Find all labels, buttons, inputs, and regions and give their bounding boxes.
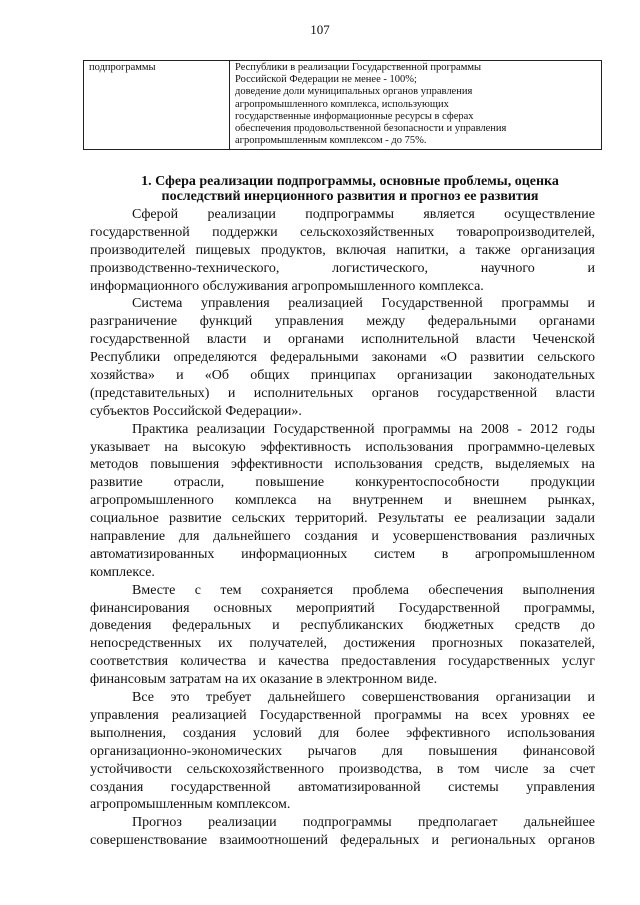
paragraph-line: агропромышленного комплекса на внутреннем и внешнем рынках, [90, 493, 595, 509]
paragraph-line: управления реализацией Государственной программы на всех уровнях ее [90, 707, 595, 723]
paragraph-line: организационно-экономических рычагов для повышения финансовой [90, 743, 595, 759]
paragraph-line: государственной власти и органами исполнительной власти Чеченской [90, 332, 595, 348]
paragraph-line: информационного обслуживания агропромышленного комплекса. [90, 278, 484, 294]
paragraph-line: Все это требует дальнейшего совершенствования организации и [132, 690, 595, 706]
paragraph-line: хозяйства» и «Об общих принципах организации законодательных [90, 368, 595, 384]
paragraph-line: финансирования основных мероприятий Государственной программы, [90, 600, 595, 616]
paragraph-line: непосредственных их получателей, достижения прогнозных показателей, [90, 636, 595, 652]
paragraph-line: государственной поддержки сельскохозяйственных товаропроизводителей, [90, 224, 595, 240]
table-line: агропромышленного комплекса, использующих [235, 98, 449, 110]
paragraph-line: Сферой реализации подпрограммы является осуществление [132, 207, 595, 222]
table-value-cell [230, 61, 602, 150]
section-title-line: последствий инерционного развития и прогноз ее развития [161, 189, 539, 204]
paragraph-line: методов повышения эффективности использования средств, выделяемых на [90, 457, 595, 473]
paragraph-line: автоматизированных информационных систем в агропромышленном [90, 546, 595, 562]
paragraph-line: производителей пищевых продуктов, включая напитки, а также организация [90, 242, 595, 258]
table-row [84, 61, 602, 150]
paragraph-line: развитие отрасли, повышение конкурентоспособности продукции [90, 475, 595, 491]
table-line: государственные информационные ресурсы в сферах [235, 110, 474, 122]
paragraph-line: Практика реализации Государственной программы на 2008 - 2012 годы [132, 421, 595, 437]
table-label-cell: подпрограммы [84, 61, 230, 150]
table-line: доведение доли муниципальных органов управления [235, 86, 473, 98]
paragraph-line: устойчивости сельскохозяйственного производства, в том числе за счет [90, 761, 595, 777]
paragraph-line: Вместе с тем сохраняется проблема обеспечения выполнения [132, 582, 595, 598]
paragraph-line: агропромышленным комплексом. [90, 797, 291, 813]
paragraph-line: совершенствование взаимоотношений федеральных и региональных органов [90, 833, 595, 849]
paragraph-line: социальное развитие сельских территорий. Результаты ее реализации задали [90, 511, 595, 527]
paragraph-line: Прогноз реализации подпрограммы предполагает дальнейшее [132, 815, 595, 831]
paragraph-line: указывает на высокую эффективность использования программно-целевых [90, 439, 595, 455]
table-line: агропромышленным комплексом - до 75%. [235, 135, 427, 147]
paragraph-line: (представительных) и исполнительных органов государственной власти [90, 385, 595, 401]
table-line: обеспечения продовольственной безопасности и управления [235, 123, 507, 135]
paragraph-line: направление для дальнейшего создания и усовершенствования различных [90, 529, 595, 545]
paragraph-line: производственно-технического, логистического, научного и [90, 260, 595, 276]
paragraph-line: выполнения, создания условий для более эффективного использования [90, 725, 595, 741]
passport-table [83, 60, 602, 150]
table-line: Российской Федерации не менее - 100%; [235, 74, 417, 86]
paragraph-line: финансовым затратам на их оказание в электронном виде. [90, 672, 438, 688]
paragraph-line: разграничение функций управления между федеральными органами [90, 314, 595, 330]
table-line: Республики в реализации Государственной программы [235, 62, 482, 73]
paragraph-line: комплексе. [90, 564, 155, 580]
paragraph-line: создания государственной автоматизированной системы управления [90, 779, 595, 795]
paragraph-line: Система управления реализацией Государственной программы и [132, 296, 595, 312]
paragraph-line: субъектов Российской Федерации». [90, 403, 302, 419]
section-title [90, 174, 610, 204]
paragraph-line: соответствия количества и качества предоставления государственных услуг [90, 654, 595, 670]
section-title-line: 1. Сфера реализации подпрограммы, основные проблемы, оценка [141, 174, 559, 189]
page-number: 107 [310, 22, 330, 37]
paragraph-line: доведения федеральных и республиканских бюджетных средств до [90, 618, 595, 634]
paragraph-line: Республики определяются федеральными законами «О развитии сельского [90, 350, 595, 366]
body-text [90, 206, 595, 850]
